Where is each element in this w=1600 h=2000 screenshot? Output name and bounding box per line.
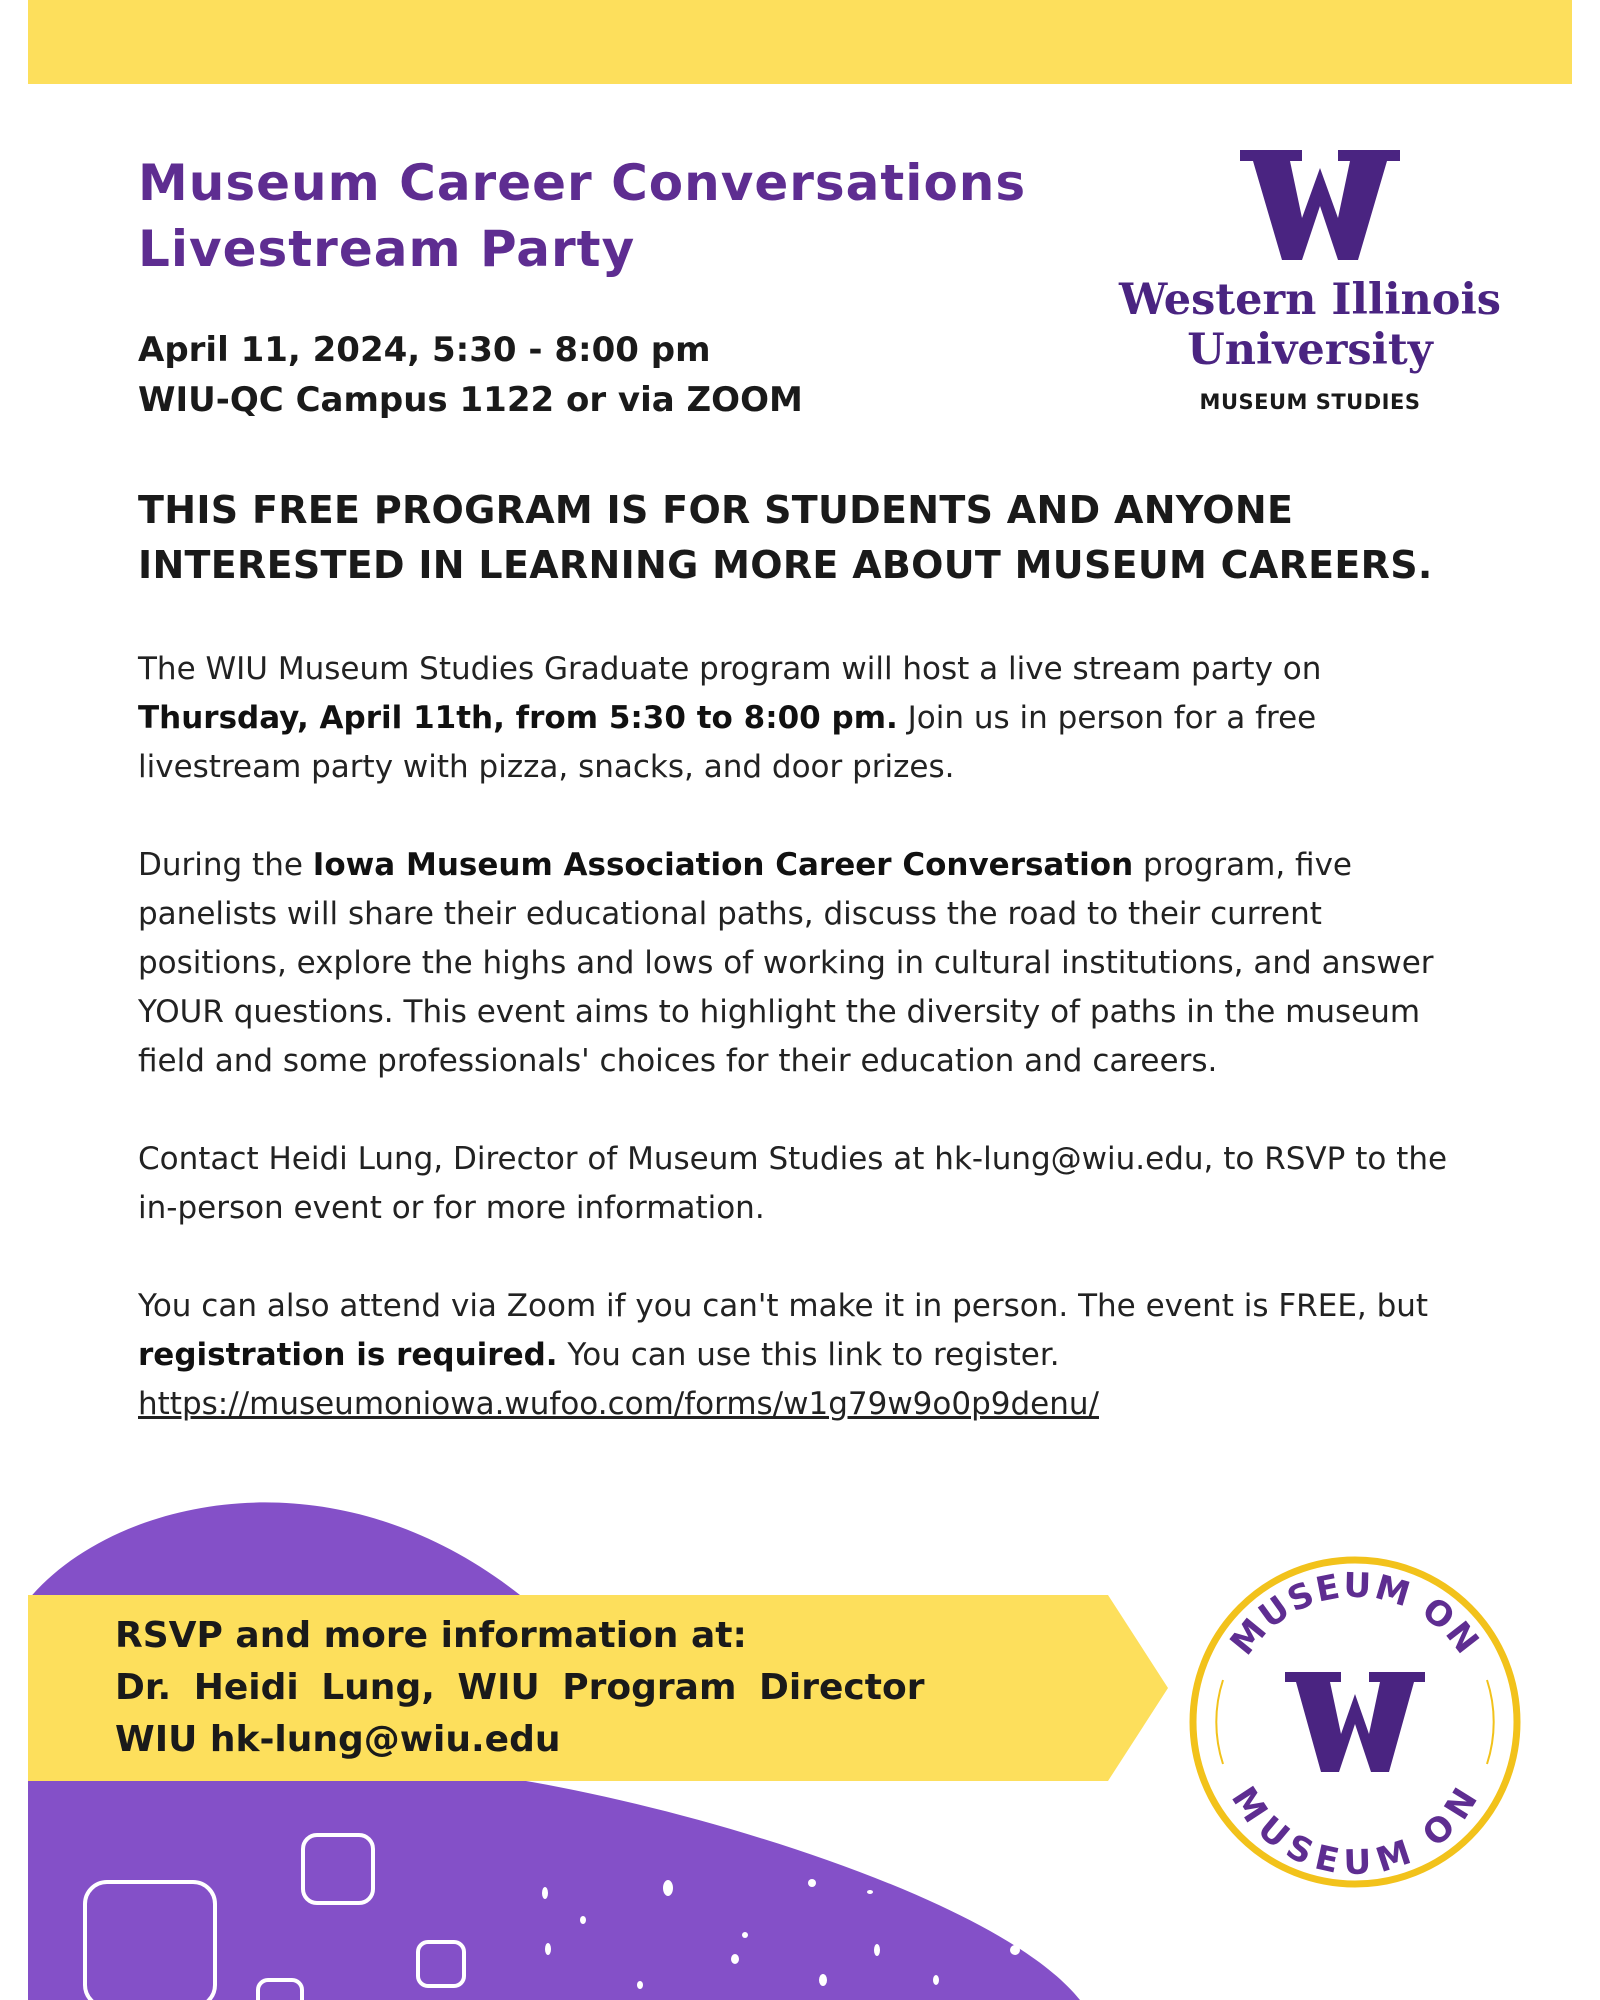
top-accent-bar (28, 0, 1572, 84)
rsvp-line-2: Dr. Heidi Lung, WIU Program Director (115, 1667, 925, 1708)
p1-bold: Thursday, April 11th, from 5:30 to 8:00 pm. (138, 700, 898, 736)
p2-bold: Iowa Museum Association Career Conversation (312, 847, 1134, 883)
title-line-1: Museum Career Conversations (138, 154, 1027, 212)
paragraph-intro (138, 645, 1478, 792)
rsvp-line-3: WIU hk-lung@wiu.edu (115, 1719, 561, 1760)
p2-text-b: program, five panelists will share their educational paths, discuss the road to their current positions, explore the highs and lows of working in cultural institutions, and answer YOUR questions. This event aims to highlight the diversity of paths in the museum field and some professionals' choices for their education and careers. (138, 847, 1434, 1079)
logo-name-line-1: Western Illinois (1118, 275, 1502, 325)
title-line-2: Livestream Party (138, 220, 636, 278)
p1-text-b: Join us in person for a free livestream party with pizza, snacks, and door prizes. (138, 700, 1317, 785)
paragraph-program (138, 841, 1478, 1086)
registration-link[interactable]: https://museumoniowa.wufoo.com/forms/w1g79w9o0p9denu/ (138, 1386, 1099, 1422)
page-title (138, 150, 1138, 282)
logo-name-line-2: University (1187, 325, 1433, 375)
wiu-logo (1110, 150, 1510, 430)
p4-bold: registration is required. (138, 1337, 558, 1373)
headline-line-2: INTERESTED IN LEARNING MORE ABOUT MUSEUM CAREERS. (138, 543, 1433, 587)
p2-text-a: During the (138, 847, 313, 883)
rsvp-info (115, 1610, 924, 1766)
p1-text-a: The WIU Museum Studies Graduate program will host a live stream party on (138, 651, 1322, 687)
event-details (138, 325, 803, 425)
rsvp-line-1: RSVP and more information at: (115, 1615, 747, 1656)
paragraph-contact: Contact Heidi Lung, Director of Museum Studies at hk-lung@wiu.edu, to RSVP to the in-person event or for more information. (138, 1141, 1448, 1226)
body-text (138, 645, 1478, 1478)
p4-text-a: You can also attend via Zoom if you can't make it in person. The event is FREE, but (138, 1288, 1429, 1324)
event-date-time: April 11, 2024, 5:30 - 8:00 pm (138, 330, 711, 370)
wiu-w-logo-icon (1240, 150, 1400, 260)
museum-on-badge-icon (1185, 1552, 1525, 1892)
headline-line-1: THIS FREE PROGRAM IS FOR STUDENTS AND ANYONE (138, 488, 1294, 532)
badge-bottom-text: MUSEUM ON (1223, 1779, 1487, 1884)
p4-text-b: You can use this link to register. (557, 1337, 1060, 1373)
logo-subtitle: MUSEUM STUDIES (1199, 390, 1421, 414)
paragraph-zoom (138, 1282, 1478, 1429)
badge-letter: W (1185, 1552, 1186, 1553)
badge-top-text: MUSEUM ON (1222, 1565, 1488, 1663)
logo-university-name (1110, 275, 1510, 375)
event-location: WIU-QC Campus 1122 or via ZOOM (138, 380, 803, 420)
program-headline (138, 483, 1498, 593)
